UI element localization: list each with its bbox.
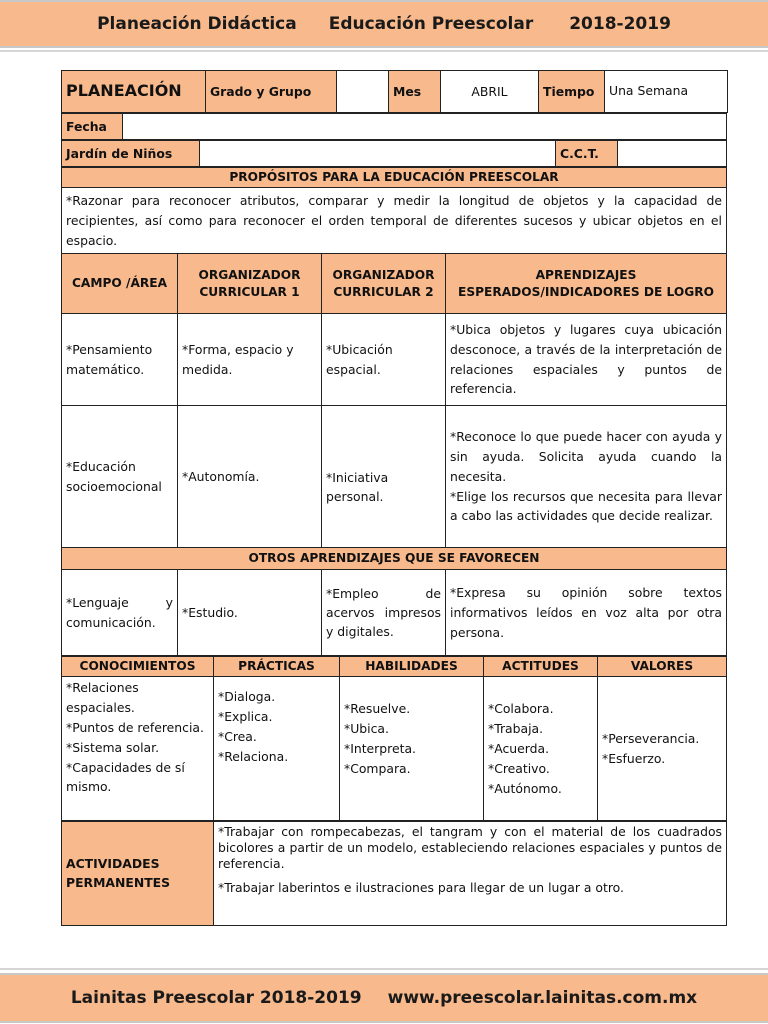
org2-cell: *Ubicación espacial. <box>322 314 446 406</box>
list-item: *Perseverancia. <box>602 730 700 746</box>
list-item: *Trabaja. <box>488 721 544 736</box>
header-level: Educación Preescolar <box>328 14 534 34</box>
list-item: *Sistema solar. <box>66 739 160 755</box>
col-actitudes: ACTITUDES <box>484 657 598 677</box>
aprendizaje-cell <box>446 406 727 548</box>
org2-cell: *Iniciativa personal. <box>322 406 446 548</box>
col-habilidades: HABILIDADES <box>340 657 484 677</box>
info-table <box>61 70 728 113</box>
list-item: *Creativo. <box>488 760 550 776</box>
col-conocimientos: CONOCIMIENTOS <box>62 657 214 677</box>
actividades-label: ACTIVIDADES PERMANENTES <box>62 822 214 926</box>
list-item: *Esfuerzo. <box>602 750 666 766</box>
list-item: *Explica. <box>218 709 273 724</box>
list-item: *Compara. <box>344 760 411 776</box>
jardin-value[interactable] <box>200 141 556 167</box>
otros-org2-cell: *Empleo de acervos impresos y digitales. <box>322 570 446 656</box>
fecha-value[interactable] <box>123 114 727 140</box>
practicas-cell <box>214 677 340 821</box>
main-table <box>61 167 727 656</box>
otros-aprendizaje-cell: *Expresa su opinión sobre textos informativos leídos en voz alta por otra persona. <box>446 570 727 656</box>
mes-value[interactable]: ABRIL <box>441 71 539 113</box>
table-row <box>62 406 727 548</box>
org1-cell: *Forma, espacio y medida. <box>178 314 322 406</box>
list-item: *Colabora. <box>488 701 554 717</box>
cct-value[interactable] <box>618 141 727 167</box>
list-item: *Trabajar con rompecabezas, el tangram y con el material de los cuadrados bicolores a partir de un modelo, estableciendo relaciones espaciales y puntos de referencia. <box>218 824 722 872</box>
campo-cell: *Educación socioemocional <box>62 406 178 548</box>
conocimientos-cell <box>62 677 214 821</box>
grado-label: Grado y Grupo <box>206 71 337 113</box>
footer-band <box>0 973 768 1023</box>
footer-divider <box>0 968 768 970</box>
jardin-label: Jardín de Niños <box>62 141 200 167</box>
col-aprendizajes: APRENDIZAJES ESPERADOS/INDICADORES DE LOGRO <box>446 254 727 314</box>
fecha-table <box>61 113 727 140</box>
campo-cell: *Pensamiento matemático. <box>62 314 178 406</box>
col-campo: CAMPO /ÁREA <box>62 254 178 314</box>
jardin-table <box>61 140 727 167</box>
cct-label: C.C.T. <box>556 141 618 167</box>
list-item: *Trabajar laberintos e ilustraciones para llegar de un lugar a otro. <box>218 879 624 895</box>
actividades-table <box>61 821 727 926</box>
list-item: *Resuelve. <box>344 701 411 717</box>
aprendizaje-cell: *Ubica objetos y lugares cuya ubicación desconoce, a través de la interpretación de relaciones espaciales y puntos de referencia. <box>446 314 727 406</box>
grado-value[interactable] <box>337 71 389 113</box>
list-item: *Relaciona. <box>218 748 289 764</box>
otros-campo-cell: *Lenguaje y comunicación. <box>62 570 178 656</box>
aprendizaje-text-2: *Elige los recursos que necesita para llevar a cabo las actividades que decide realizar. <box>450 488 722 524</box>
list-item: *Dialoga. <box>218 689 276 705</box>
list-item: *Autónomo. <box>488 780 562 796</box>
competencias-table <box>61 656 727 821</box>
propositos-text: *Razonar para reconocer atributos, comparar y medir la longitud de objetos y la capacidad de recipientes, así como para reconocer el orden temporal de diferentes sucesos y ubicar objetos en el espacio. <box>62 188 727 254</box>
list-item: *Acuerda. <box>488 740 550 756</box>
col-org1: ORGANIZADOR CURRICULAR 1 <box>178 254 322 314</box>
tiempo-label: Tiempo <box>539 71 605 113</box>
list-item: *Interpreta. <box>344 740 416 756</box>
list-item: *Ubica. <box>344 721 389 736</box>
footer-url[interactable]: www.preescolar.lainitas.com.mx <box>387 988 698 1008</box>
propositos-title: PROPÓSITOS PARA LA EDUCACIÓN PREESCOLAR <box>62 168 727 188</box>
list-item: *Capacidades de sí mismo. <box>66 759 185 795</box>
table-row <box>62 314 727 406</box>
header-band <box>0 0 768 48</box>
mes-label: Mes <box>389 71 441 113</box>
planeacion-document <box>61 70 727 926</box>
planeacion-label: PLANEACIÓN <box>62 71 206 113</box>
col-valores: VALORES <box>598 657 727 677</box>
valores-cell <box>598 677 727 821</box>
habilidades-cell <box>340 677 484 821</box>
actividades-cell <box>214 822 727 926</box>
table-row <box>62 570 727 656</box>
fecha-label: Fecha <box>62 114 123 140</box>
list-item: *Relaciones espaciales. <box>66 680 139 715</box>
header-title: Planeación Didáctica <box>97 14 297 34</box>
header-divider <box>0 50 768 52</box>
footer-brand: Lainitas Preescolar 2018-2019 <box>70 988 362 1008</box>
col-org2: ORGANIZADOR CURRICULAR 2 <box>322 254 446 314</box>
otros-title: OTROS APRENDIZAJES QUE SE FAVORECEN <box>62 548 727 570</box>
tiempo-value[interactable]: Una Semana <box>605 71 728 113</box>
list-item: *Puntos de referencia. <box>66 719 204 735</box>
actitudes-cell <box>484 677 598 821</box>
otros-org1-cell: *Estudio. <box>178 570 322 656</box>
list-item: *Crea. <box>218 728 257 744</box>
col-practicas: PRÁCTICAS <box>214 657 340 677</box>
aprendizaje-text-1: *Reconoce lo que puede hacer con ayuda y sin ayuda. Solicita ayuda cuando la necesita. <box>450 428 722 484</box>
header-cycle: 2018-2019 <box>569 14 671 34</box>
org1-cell: *Autonomía. <box>178 406 322 548</box>
